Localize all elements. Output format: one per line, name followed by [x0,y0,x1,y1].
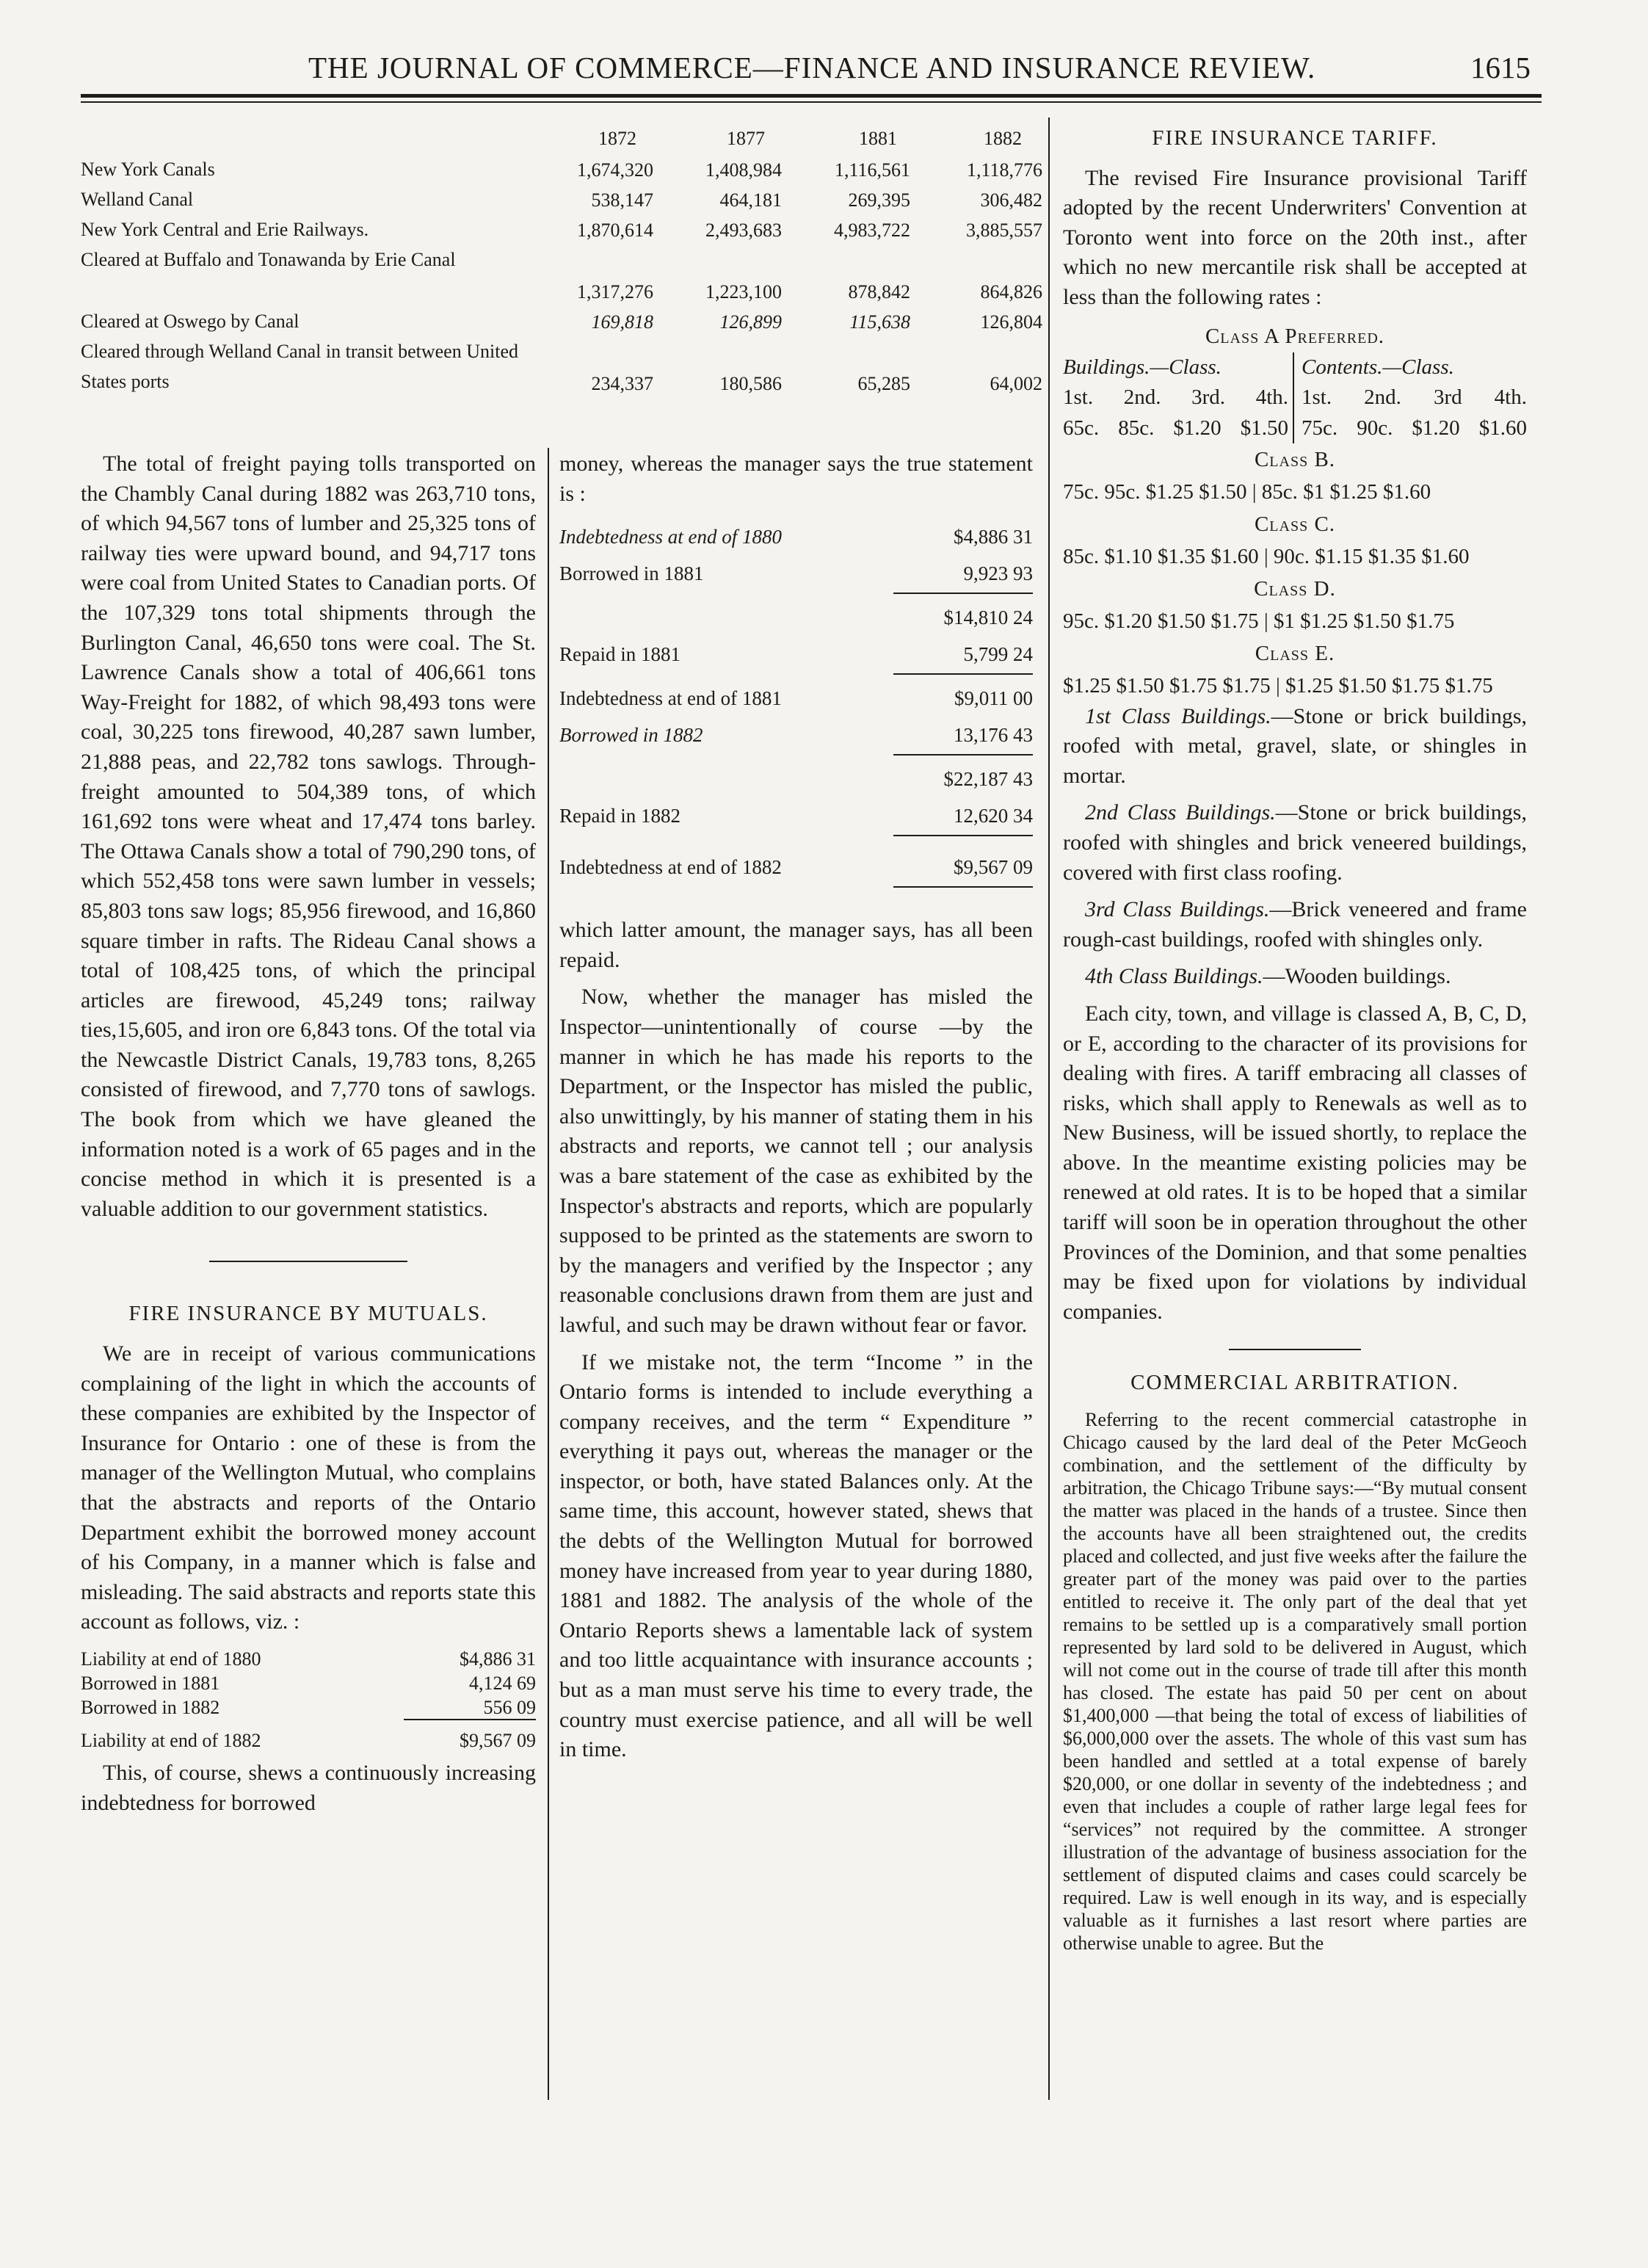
class-a-grid [1063,352,1527,443]
liability-ledger [81,1645,536,1751]
ledger-value: $9,567 09 [954,856,1033,879]
rate-cell: 90c. [1357,416,1393,440]
table-row [81,154,1042,184]
ledger-value: 5,799 24 [963,643,1033,666]
rate-cell: $1.20 [1173,416,1222,440]
third-class-buildings [1063,895,1527,954]
table-cell: 269,395 [848,189,910,211]
year-header: 1877 [727,128,765,149]
third-class-text: —Brick veneered and frame rough-cast buildings, roofed with shingles only. [1063,897,1527,952]
row-label: Welland Canal [81,189,194,210]
table-cell: 65,285 [857,373,910,394]
table-header [81,123,1035,154]
table-row [81,214,1042,244]
tariff-heading: FIRE INSURANCE TARIFF. [1152,126,1438,150]
freight-paragraph: The total of freight paying tolls transported on the Chambly Canal during 1882 was 263,710 tons, of which 94,567 tons of lumber and 25,325 tons of railway ties were upward bound, and 94,717 tons were coal from United States to Canadian ports. Of the 107,329 tons total shipments through the Burlington Canal, 46,650 tons were coal. The St. Lawrence Canals show a total of 406,661 tons Way-Freight for 1882, of which 98,493 tons were coal, 30,225 tons firewood, 40,287 sawn lumber, 21,888 peas, and 22,782 tons sawlogs. Through-freight amounted to 504,389 tons, of which 161,692 tons were wheat and 17,474 tons barley. The Ottawa Canals show a total of 790,290 tons, of which 552,458 tons were sawn lumber in vessels; 85,803 tons saw logs; 85,956 firewood, and 16,860 square timber in rafts. The Rideau Canal shows a total of 108,425 tons, of which the principal articles are firewood, 45,249 tons; railway ties,15,605, and iron ore 6,843 tons. Of the total via the Newcastle District Canals, 19,783 tons, 8,265 consisted of firewood, and 7,770 tons of sawlogs. The book from which we have gleaned the information noted is a work of 65 pages and in the concise method in which it is presented is a valuable addition to our government statistics. [81,452,536,1221]
contents-header: Contents.—Class. [1302,355,1454,379]
contents-rates [1294,352,1527,443]
mutuals-conclusion: This, of course, shews a continuously increasing indebtedness for borrowed [81,1760,536,1815]
ledger-line [559,839,1033,883]
year-header: 1872 [598,128,636,149]
ledger-value: $9,567 09 [457,1726,536,1751]
ledger-label: Borrowed in 1881 [559,562,704,585]
table-cell: 234,337 [591,373,653,394]
table-cell: 169,818 [591,311,653,333]
row-label: Cleared at Oswego by Canal [81,311,300,332]
grade-label: 3rd. [1191,385,1226,409]
ledger-value: $14,810 24 [943,606,1033,629]
ledger-label: Indebtedness at end of 1880 [559,526,782,548]
year-header: 1882 [984,128,1022,149]
class-b-heading: Class B. [1254,447,1336,471]
mutuals-heading: FIRE INSURANCE BY MUTUALS. [128,1302,488,1326]
tariff-table [1063,320,1527,702]
first-class-buildings [1063,702,1527,791]
fourth-class-text: —Wooden buildings. [1263,964,1451,989]
ledger-line [81,1645,536,1669]
table-cell: 464,181 [719,189,782,211]
sum-rule [559,883,1033,891]
ledger-value: 4,124 69 [466,1669,536,1693]
table-cell: 864,826 [980,281,1042,302]
sum-rule [559,832,1033,839]
left-column [81,449,536,1825]
ledger-value: $9,011 00 [954,687,1033,710]
ledger-line [81,1669,536,1693]
ledger-label: Indebtedness at end of 1882 [559,856,782,879]
grade-label: 1st. [1302,385,1332,409]
arbitration-heading: COMMERCIAL ARBITRATION. [1130,1371,1459,1395]
second-class-label: 2nd Class Buildings. [1085,800,1276,825]
table-row [81,184,1042,214]
table-cell: 115,638 [849,311,910,333]
row-label: New York Central and Erie Railways. [81,219,369,240]
row-label: New York Canals [81,159,215,180]
table-cell: 1,674,320 [577,159,653,181]
fourth-class-buildings [1063,962,1527,992]
buildings-header: Buildings.—Class. [1063,355,1222,379]
buildings-rates [1063,352,1294,443]
ledger-label: Repaid in 1881 [559,643,680,666]
ledger-line [559,758,1033,795]
manager-statement-intro: money, whereas the manager says the true statement is : [559,452,1033,506]
table-cell: 1,223,100 [705,281,782,302]
income-paragraph: If we mistake not, the term “Income ” in the Ontario forms is intended to include everything a company receives, and the term “ Expenditure ” everything it pays out, whereas the manager or the inspector, or both, have stated Balances only. At the same time, this account, however stated, shews that the debts of the Wellington Mutual for borrowed money have increased from year to year during 1880, 1881 and 1882. The analysis of the whole of the Ontario Reports shews a lamentable lack of system and too little acquaintance with insurance accounts ; but as a man must serve his time to every trade, the country must exercise patience, and all will be well in time. [559,1349,1033,1762]
freight-statistics-table [81,123,1042,398]
third-class-label: 3rd Class Buildings. [1085,897,1270,922]
ledger-value: 9,923 93 [963,562,1033,585]
table-cell: 126,804 [980,311,1042,333]
right-column [1063,123,1527,1962]
sum-rule [559,751,1033,758]
ledger-line [559,553,1033,590]
misled-paragraph: Now, whether the manager has misled the Inspector—unintentionally of course —by the manner in which he has made his reports to the Department, or the Inspector has misled the public, also unwittingly, by his manner of stating them in his abstracts and reports, we cannot tell ; our analysis was a bare statement of the case as exhibited by the Inspector's abstracts and reports, which are popularly supposed to be printed as the statements are sworn to by the managers and verified by the Inspector ; any reasonable conclusions drawn from them are just and lawful, and such may be drawn without fear or favor. [559,985,1033,1337]
ledger-value: 12,620 34 [954,805,1033,827]
ledger-label: Borrowed in 1882 [559,724,703,747]
page-number: 1615 [1470,51,1531,84]
ledger-label: Liability at end of 1882 [81,1729,261,1751]
ledger-label: Borrowed in 1881 [81,1672,220,1693]
rate-cell: 85c. [1118,416,1155,440]
class-e-heading: Class E. [1255,641,1335,665]
table-cell: 126,899 [719,311,782,333]
table-cell: 4,983,722 [834,220,910,241]
table-cell: 878,842 [848,281,910,302]
year-header: 1881 [859,128,897,149]
table-cell: 538,147 [591,189,653,211]
ledger-line [559,714,1033,751]
sum-rule [559,670,1033,678]
first-class-label: 1st Class Buildings. [1085,703,1271,728]
header-rule-thin [81,101,1542,103]
header-rule [81,94,1542,98]
first-class-text: —Stone or brick buildings, roofed with metal, gravel, slate, or shingles in mortar. [1063,703,1527,788]
table-cell: 1,870,614 [577,220,653,241]
class-b-rates: 75c. 95c. $1.25 $1.50 | 85c. $1 $1.25 $1.60 [1063,479,1431,504]
column-divider-right [1048,117,1050,2100]
class-d-rates: 95c. $1.20 $1.50 $1.75 | $1 $1.25 $1.50 $1.75 [1063,609,1455,633]
ledger-label: Indebtedness at end of 1881 [559,687,782,710]
grade-label: 4th. [1255,385,1288,409]
rate-cell: 75c. [1302,416,1338,440]
tariff-paragraph: Each city, town, and village is classed A, B, C, D, or E, according to the character of its provisions for dealing with fires. A tariff embracing all classes of risks, which shall apply to Renewals as well as to New Business, will be issued shortly, to replace the above. In the meantime existing policies may be renewed at old rates. It is to be hoped that a similar tariff will soon be in operation throughout the other Provinces of the Dominion, and that some penalties may be fixed upon for violations by individual companies. [1063,1001,1527,1324]
rate-cell: 65c. [1063,416,1100,440]
mutuals-paragraph: We are in receipt of various communications complaining of the light in which the accounts of these companies are exhibited by the Inspector of Insurance for Ontario : one of these is from the manager of the Wellington Mutual, who complains that the abstracts and reports of the Ontario Department exhibit the borrowed money account of his Company, in a manner which is false and misleading. The said abstracts and reports state this account as follows, viz. : [81,1341,536,1634]
ledger-label: Borrowed in 1882 [81,1696,220,1717]
table-row [81,244,1042,306]
rate-cell: $1.20 [1412,416,1460,440]
table-cell: 3,885,557 [966,220,1042,241]
journal-title: THE JOURNAL OF COMMERCE—FINANCE AND INSURANCE REVIEW. [308,51,1316,84]
ledger-line [559,634,1033,670]
table-cell: 1,408,984 [705,159,782,181]
grade-label: 2nd. [1123,385,1161,409]
table-cell: 2,493,683 [705,220,782,241]
table-cell: 306,482 [980,189,1042,211]
fourth-class-label: 4th Class Buildings. [1085,964,1263,989]
class-a-heading: Class A Preferred. [1205,324,1385,348]
indebtedness-ledger [559,516,1033,891]
table-cell: 1,118,776 [966,159,1042,181]
ledger-line [81,1693,536,1717]
ledger-label: Repaid in 1882 [559,805,680,827]
class-c-rates: 85c. $1.10 $1.35 $1.60 | 90c. $1.15 $1.35 $1.60 [1063,544,1470,568]
grade-label: 4th. [1494,385,1527,409]
row-label: Cleared at Buffalo and Tonawanda by Erie Canal [81,249,456,270]
ledger-line [559,678,1033,714]
ledger-value: 556 09 [481,1693,537,1717]
table-cell: 1,116,561 [834,159,910,181]
column-divider-left [548,448,549,2100]
ledger-line [81,1722,536,1751]
ledger-line [559,597,1033,634]
sum-rule [559,590,1033,597]
second-class-buildings [1063,798,1527,888]
table-cell: 180,586 [719,373,782,394]
page-header [81,44,1571,88]
class-d-heading: Class D. [1254,576,1336,601]
grade-label: 1st. [1063,385,1094,409]
table-cell: 1,317,276 [577,281,653,302]
class-e-rates: $1.25 $1.50 $1.75 $1.75 | $1.25 $1.50 $1.75 $1.75 [1063,673,1493,698]
grade-label: 2nd. [1364,385,1401,409]
class-c-heading: Class C. [1254,512,1336,536]
ledger-value: $4,886 31 [457,1645,536,1669]
rate-cell: $1.50 [1240,416,1288,440]
rate-cell: $1.60 [1478,416,1527,440]
grade-label: 3rd [1433,385,1462,409]
ledger-line [559,516,1033,553]
repaid-paragraph: which latter amount, the manager says, has all been repaid. [559,918,1033,972]
ledger-line [559,795,1033,832]
ledger-value: $4,886 31 [954,526,1033,548]
ledger-label: Liability at end of 1880 [81,1648,261,1669]
middle-column [559,449,1033,1772]
tariff-intro: The revised Fire Insurance provisional Tariff adopted by the recent Underwriters' Convention at Toronto went into force on the 20th inst., after which no new mercantile risk shall be accepted at less than the following rates : [1063,165,1527,309]
table-cell: 64,002 [990,373,1042,394]
ledger-value: $22,187 43 [943,768,1033,791]
second-class-text: —Stone or brick buildings, roofed with shingles and brick veneered buildings, covered with first class roofing. [1063,800,1527,885]
ledger-value: 13,176 43 [954,724,1033,747]
row-label: Cleared through Welland Canal in transit between United States ports [81,341,518,392]
table-row [81,306,1042,336]
table-row [81,336,1042,398]
arbitration-paragraph: Referring to the recent commercial catastrophe in Chicago caused by the lard deal of the Peter McGeoch combination, and the settlement of the difficulty by arbitration, the Chicago Tribune says:—“By mutual consent the matter was placed in the hands of a trustee. Since then the accounts have all been straightened out, the credits placed and collected, and just five weeks after the failure the greater part of the money was paid over to the parties entitled to receive it. The only part of the deal that yet remains to be settled up is a comparatively small portion represented by lard sold to be delivered in August, which will not come out in the course of trade till after this month has closed. The estate has paid 50 per cent on about $1,400,000 —that being the total of excess of liabilities of $6,000,000 over the assets. The whole of this vast sum has been handled and settled at a total expense of barely $20,000, or one dollar in seventy of the indebtedness ; and even that includes a couple of rather large legal fees for “services” not required by the committee. A stronger illustration of the advantage of business association for the settlement of disputed claims and cases could scarcely be required. Law is well enough in its way, and is especially valuable as it furnishes a last resort where parties are otherwise unable to agree. But the [1063,1409,1527,1954]
